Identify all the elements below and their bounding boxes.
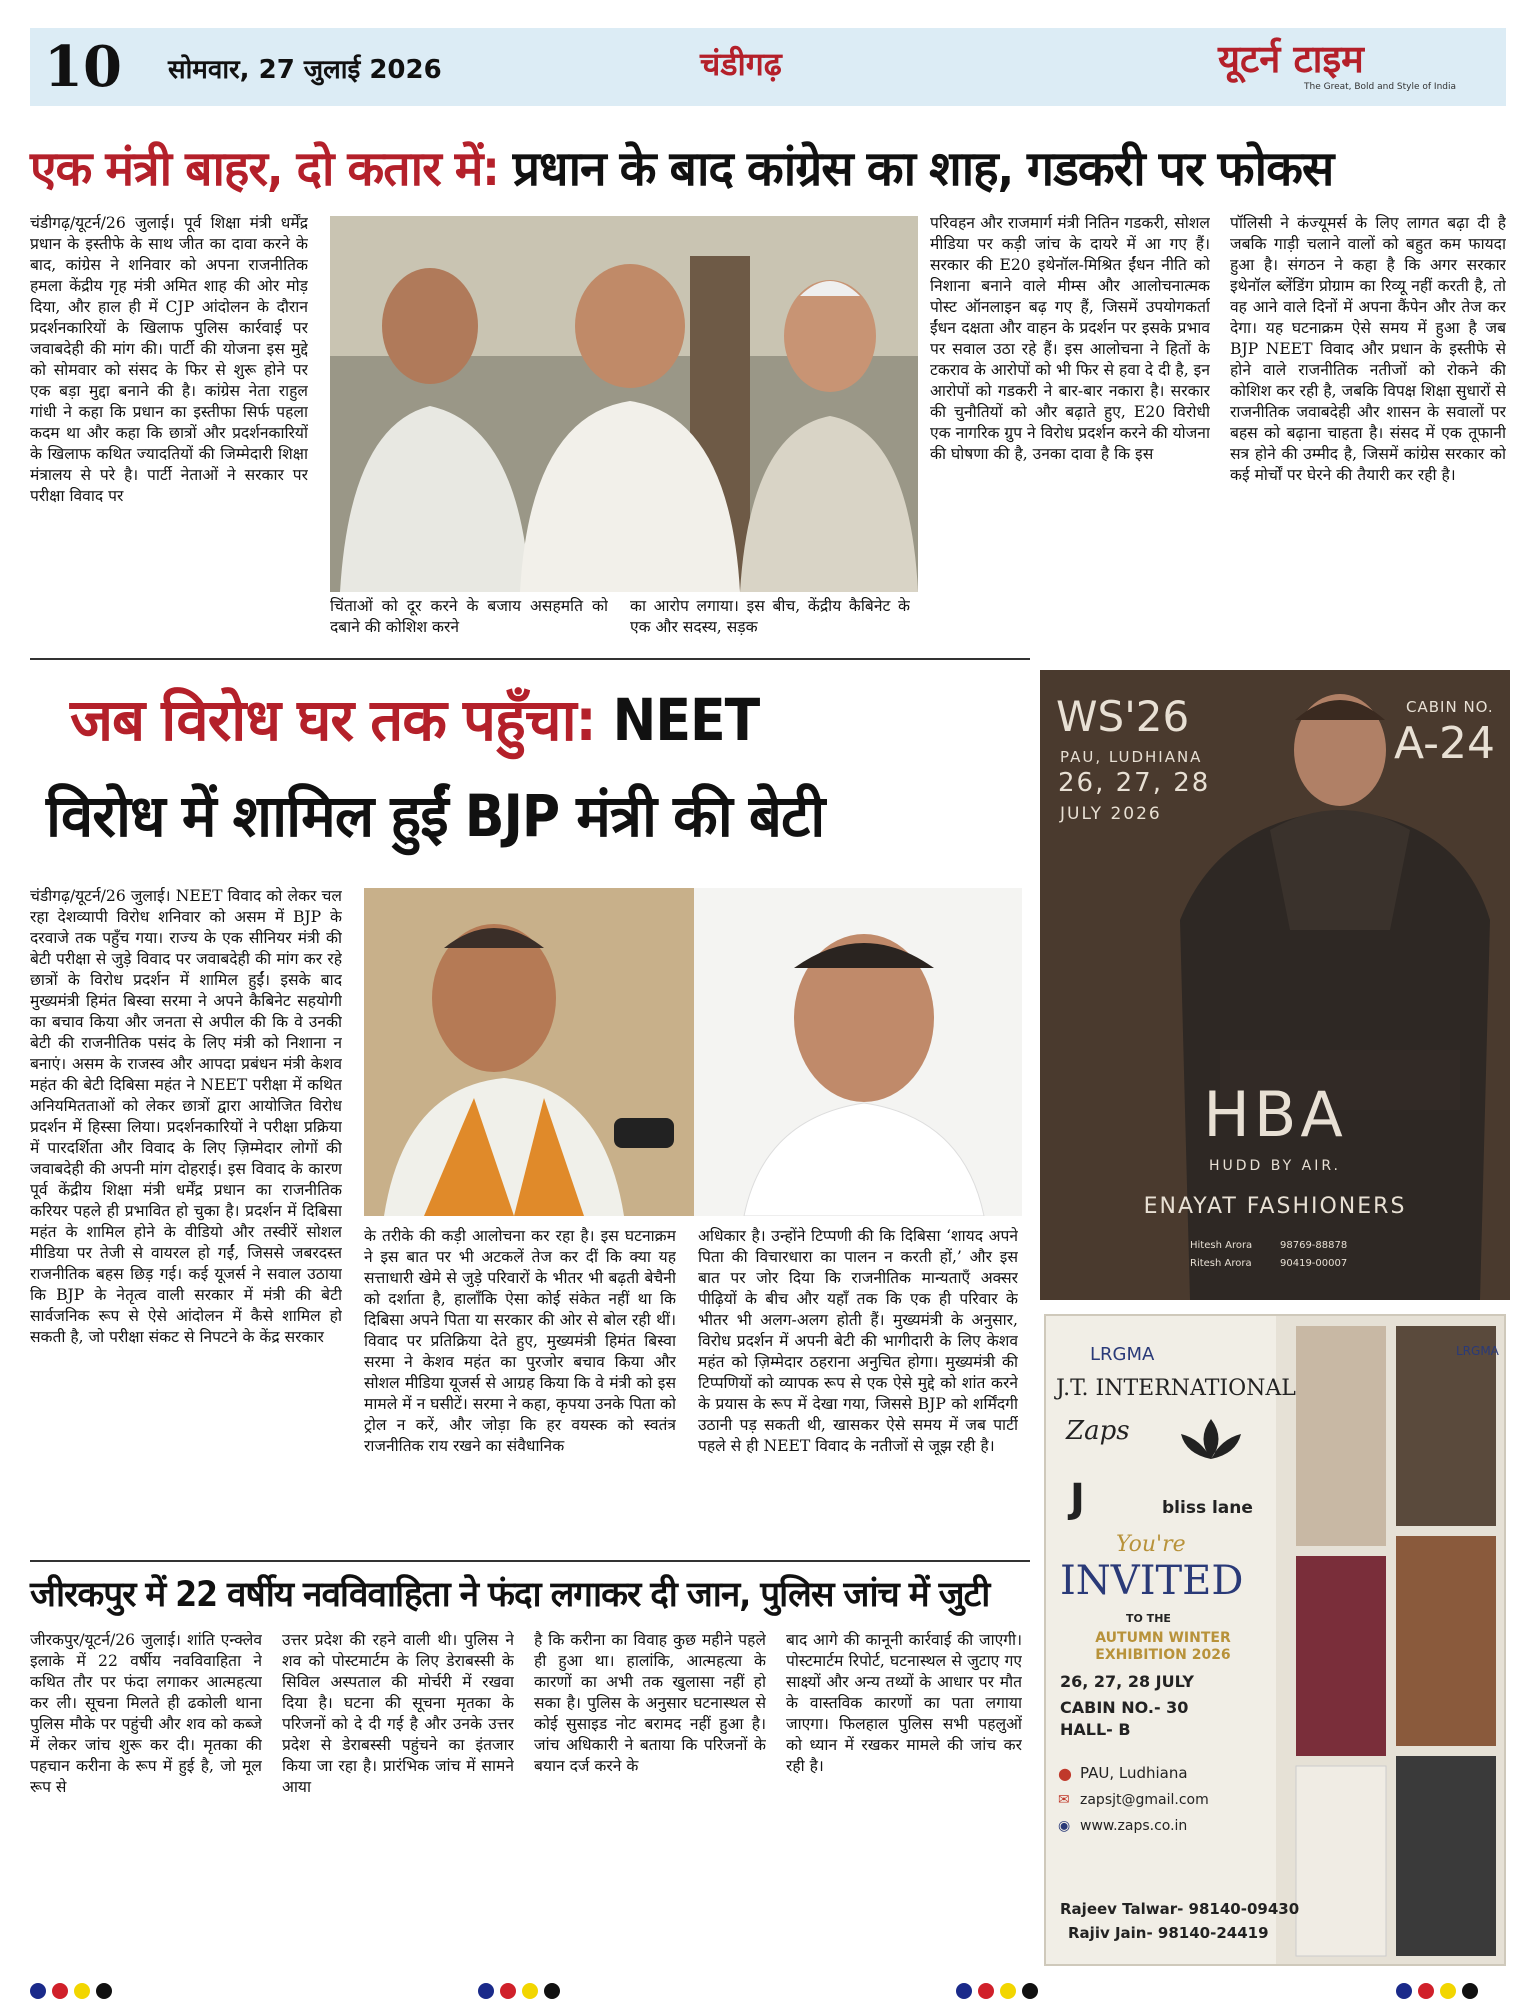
story2-column-2: के तरीके की कड़ी आलोचना कर रहा है। इस घटनाक्रम ने इस बात पर भी अटकलें तेज कर दीं कि क्या यह सत्ताधारी खेमे से जुड़े परिवारों के भीतर भी बढ़ती बेचैनी को दर्शाता है, हालाँकि ऐसा कोई संकेत नहीं था कि दिबिसा अपने पिता या सरकार की ओर से बोल रही थीं। विवाद पर प्रतिक्रिया देते हुए, मुख्यमंत्री हिमंत बिस्वा सरमा ने केशव महंत का पुरजोर बचाव किया और सोशल मीडिया यूजर्स से आग्रह किया कि वे मंत्री को इस मामले में न घसीटें। सरमा ने कहा, कृपया उनके पिता को ट्रोल न करें, और जोड़ा कि हर वयस्क को स्वतंत्र राजनीतिक राय रखने का संवैधानिक [364, 1227, 676, 1455]
reg-dot [1440, 1983, 1456, 1999]
story1-headline-red: एक मंत्री बाहर, दो कतार में: [30, 141, 499, 197]
reg-dot [522, 1983, 538, 1999]
fashion-ad [1040, 670, 1510, 1300]
story1-headline-black: प्रधान के बाद कांग्रेस का शाह, गडकरी पर फोकस [498, 141, 1334, 197]
ad2-brand-zaps: Zaps [1066, 1416, 1130, 1446]
ad1-contact1-phone: 98769-88878 [1280, 1240, 1348, 1251]
reg-dot [956, 1983, 972, 1999]
ad2-exhibition: AUTUMN WINTER EXHIBITION 2026 [1095, 1630, 1231, 1663]
ad2-logo-corner: LRGMA [1456, 1344, 1499, 1358]
email-icon: ✉ [1058, 1792, 1070, 1808]
ad1-company: ENAYAT FASHIONERS [1143, 1194, 1407, 1219]
politicians-photo-art [364, 888, 1022, 1216]
reg-dot [500, 1983, 516, 1999]
story2-headline-line2: विरोध में शामिल हुईं BJP मंत्री की बेटी [46, 782, 825, 850]
reg-dot [96, 1983, 112, 1999]
page-city: चंडीगढ़ [700, 45, 782, 83]
story1-column-1: चंडीगढ़/यूटर्न/26 जुलाई। पूर्व शिक्षा मंत्री धर्मेंद्र प्रधान के इस्तीफे के साथ जीत का दावा करने के बाद, कांग्रेस ने शनिवार को अपना राजनीतिक हमला केंद्रीय गृह मंत्री अमित शाह की ओर मोड़ दिया, और हाल ही में CJP आंदोलन के दौरान प्रदर्शनकारियों के खिलाफ पुलिस कार्रवाई पर जवाबदेही की मांग की। पार्टी की योजना इस मुद्दे को सोमवार को संसद के फिर से शुरू होने पर एक बड़ा मुद्दा बनाने की है। कांग्रेस नेता राहुल गांधी ने कहा कि प्रधान का इस्तीफा सिर्फ पहला कदम था और कहा कि छात्रों और प्रदर्शनकारियों के खिलाफ कथित ज्यादतियों की जिम्मेदारी शिक्षा मंत्रालय से परे है। पार्टी नेताओं ने सरकार पर परीक्षा विवाद पर [30, 214, 308, 505]
ad1-brand: HBA [1203, 1078, 1347, 1151]
reg-dot [1000, 1983, 1016, 1999]
globe-icon: ◉ [1058, 1818, 1071, 1834]
reg-dot [478, 1983, 494, 1999]
ad2-cabin: CABIN NO.- 30 [1060, 1698, 1189, 1717]
ad1-contact2-name: Ritesh Arora [1190, 1258, 1252, 1269]
page-number: 10 [44, 34, 122, 100]
ad1-contact1-name: Hitesh Arora [1190, 1240, 1253, 1251]
ad2-brand-bliss: bliss lane [1162, 1498, 1253, 1518]
story2-column-3: अधिकार है। उन्होंने टिप्पणी की कि दिबिसा ‘शायद अपने पिता की विचारधारा का पालन न करती हों,’ और इस बात पर जोर दिया कि राजनीतिक मान्यताएँ अक्सर पीढ़ियों के बीच और यहाँ तक कि एक ही परिवार के भीतर भी अलग-अलग होती हैं। मुख्यमंत्री के अनुसार, विरोध प्रदर्शन में अपनी बेटी की भागीदारी के लिए केशव महंत को ज़िम्मेदार ठहराना अनुचित होगा। मुख्यमंत्री की टिप्पणियों को व्यापक रूप से एक ऐसे मुद्दे को शांत करने के प्रयास के रूप में देखा गया, जिससे BJP को शर्मिंदगी उठानी पड़ सकती थी, खासकर ऐसे समय में जब पार्टी पहले से ही NEET विवाद के नतीजों से जूझ रही है। [698, 1227, 1018, 1455]
lotus-icon [1176, 1414, 1246, 1464]
section-divider-2 [30, 1560, 1030, 1562]
ad1-event: WS'26 [1056, 692, 1190, 741]
story2-headline-line1 [70, 684, 1030, 756]
reg-dot [978, 1983, 994, 1999]
ad1-contact2-phone: 90419-00007 [1280, 1258, 1348, 1269]
ad1-cabin-label: CABIN NO. [1406, 698, 1494, 716]
story3-column-1: जीरकपुर/यूटर्न/26 जुलाई। शांति एन्क्लेव इलाके में 22 वर्षीय नवविवाहिता ने कथित तौर पर फंदा लगाकर आत्महत्या कर ली। सूचना मिलते ही ढकोली थाना पुलिस मौके पर पहुंची और शव को कब्जे में लेकर जांच शुरू कर दी। मृतका की पहचान करीना के रूप में हुई है, जो मूल रूप से [30, 1631, 262, 1796]
story3-headline: जीरकपुर में 22 वर्षीय नवविवाहिता ने फंदा लगाकर दी जान, पुलिस जांच में जुटी [30, 1575, 990, 1615]
exhibition-ad [1044, 1314, 1506, 1966]
story3-column-2: उत्तर प्रदेश की रहने वाली थी। पुलिस ने शव को पोस्टमार्टम के लिए डेराबस्सी के सिविल अस्पताल की मोर्चरी में रखवा दिया है। घटना की सूचना मृतका के परिजनों को दे दी गई है और उनके उत्तर प्रदेश से डेराबस्सी पहुंचने का इंतजार किया जा रहा है। प्रारंभिक जांच में सामने आया [282, 1631, 514, 1796]
reg-dot [1418, 1983, 1434, 1999]
leaders-photo-art [330, 216, 918, 592]
section-divider [30, 658, 1030, 660]
story3-column-4: बाद आगे की कानूनी कार्रवाई की जाएगी। पोस्टमार्टम रिपोर्ट, घटनास्थल से जुटाए गए साक्ष्यों और अन्य तथ्यों के आधार पर मौत के वास्तविक कारणों का पता लगाया जाएगा। फिलहाल पुलिस सभी पहलुओं को ध्यान में रखकर मामले की जांच कर रही है। [786, 1631, 1022, 1775]
models-collage [1276, 1316, 1506, 1966]
registration-marks-4 [1396, 1983, 1478, 1999]
ad2-contact2: Rajiv Jain- 98140-24419 [1068, 1924, 1269, 1942]
masthead-title: यूटर्न टाइम [1218, 37, 1364, 81]
registration-marks-2 [478, 1983, 560, 1999]
story1-column-5: पॉलिसी ने कंज्यूमर्स के लिए लागत बढ़ा दी है जबकि गाड़ी चलाने वालों को बहुत कम फायदा हुआ है। संगठन ने कहा है कि अगर सरकार इथेनॉल ब्लेंडिंग प्रोग्राम का रिव्यू नहीं करती है, तो वह आने वाले दिनों में अपना कैंपेन और तेज कर देगा। यह घटनाक्रम ऐसे समय में हुआ है जब BJP NEET विवाद और प्रधान के इस्तीफे से होने वाले राजनीतिक नतीजों को रोकने की कोशिश कर रही है, जबकि विपक्ष शिक्षा सुधारों से राजनीतिक जवाबदेही और शासन के सवालों पर बहस को बढ़ाना चाहता है। संसद में एक तूफानी सत्र होने की उम्मीद है, जिसमें कांग्रेस सरकार को कई मोर्चों पर घेरने की तैयारी कर रही है। [1230, 214, 1506, 484]
story1-column-2: चिंताओं को दूर करने के बजाय असहमति को दबाने की कोशिश करने [330, 597, 608, 636]
ad2-email: zapsjt@gmail.com [1080, 1792, 1209, 1808]
leaders-photo [330, 216, 918, 592]
location-pin-icon: ● [1058, 1764, 1072, 1783]
story2-headline-black: NEET [595, 686, 760, 754]
masthead-logo [1218, 36, 1498, 98]
reg-dot [30, 1983, 46, 1999]
ad2-script: You're [1116, 1532, 1186, 1557]
registration-marks-3 [956, 1983, 1038, 1999]
reg-dot [1462, 1983, 1478, 1999]
masthead-tagline: The Great, Bold and Style of India [1304, 82, 1457, 92]
reg-dot [544, 1983, 560, 1999]
ad2-invited: INVITED [1060, 1558, 1244, 1604]
ad1-month: JULY 2026 [1060, 804, 1162, 824]
ad2-dates: 26, 27, 28 JULY [1060, 1672, 1194, 1691]
ad1-venue: PAU, LUDHIANA [1060, 748, 1203, 766]
reg-dot [74, 1983, 90, 1999]
registration-marks-1 [30, 1983, 112, 1999]
politicians-photo [364, 888, 1022, 1216]
story1-column-4: परिवहन और राजमार्ग मंत्री नितिन गडकरी, सोशल मीडिया पर कड़ी जांच के दायरे में आ गए हैं। सरकार की E20 इथेनॉल-मिश्रित ईंधन नीति को निशाना बनाने वाले मीम्स और आलोचनात्मक पोस्ट ऑनलाइन बढ़ गए हैं, जिसमें उपयोगकर्ता ईंधन दक्षता और वाहन के प्रदर्शन पर इसके प्रभाव पर सवाल उठा रहे हैं। इस आलोचना ने हितों के टकराव के आरोपों को भी फिर से हवा दे दी है, इन आरोपों को गडकरी ने बार-बार नकारा है। सरकार की चुनौतियों को और बढ़ाते हुए, E20 विरोधी एक नागरिक ग्रुप ने विरोध प्रदर्शन करने की योजना की घोषणा की है, उनका दावा है कि इस [930, 214, 1210, 463]
ad1-cabin: A-24 [1394, 718, 1495, 769]
reg-dot [1396, 1983, 1412, 1999]
ad2-website: www.zaps.co.in [1080, 1818, 1188, 1834]
ad2-to-the: TO THE [1126, 1612, 1171, 1625]
ad2-jt-mark: J [1070, 1476, 1085, 1522]
story3-column-3: है कि करीना का विवाह कुछ महीने पहले ही हुआ था। हालांकि, आत्महत्या के कारणों का अभी तक खुलासा नहीं हो सका है। पुलिस के अनुसार घटनास्थल से कोई सुसाइड नोट बरामद नहीं हुआ है। जांच अधिकारी ने बताया कि परिजनों के बयान दर्ज करने के [534, 1631, 766, 1775]
story2-headline-red: जब विरोध घर तक पहुँचा: [70, 686, 596, 754]
story1-column-3: का आरोप लगाया। इस बीच, केंद्रीय कैबिनेट के एक और सदस्य, सड़क [630, 597, 910, 636]
ad2-company: J.T. INTERNATIONAL [1056, 1376, 1296, 1401]
story2-column-1: चंडीगढ़/यूटर्न/26 जुलाई। NEET विवाद को लेकर चल रहा देशव्यापी विरोध शनिवार को असम में BJP के दरवाजे तक पहुँच गया। राज्य के एक सीनियर मंत्री की बेटी परीक्षा से जुड़े विवाद पर जवाबदेही की मांग कर रहे छात्रों के विरोध प्रदर्शन में शामिल हुईं। इसके बाद मुख्यमंत्री हिमंत बिस्वा सरमा ने अपने कैबिनेट सहयोगी का बचाव किया और जनता से अपील की कि वे उनकी बेटी की राजनीतिक पसंद के लिए मंत्री को निशाना न बनाएं। असम के राजस्व और आपदा प्रबंधन मंत्री केशव महंत की बेटी दिबिसा महंत ने NEET परीक्षा में कथित अनियमितताओं को लेकर छात्रों द्वारा आयोजित विरोध प्रदर्शन में हिस्सा लिया। प्रदर्शनकारियों ने परीक्षा प्रक्रिया में पारदर्शिता और विवाद के लिए ज़िम्मेदार लोगों की जवाबदेही की अपनी मांग दोहराई। इस विवाद के कारण पूर्व केंद्रीय शिक्षा मंत्री धर्मेंद्र प्रधान का राजनीतिक करियर पहले ही प्रभावित हो चुका है। प्रदर्शन में दिबिसा महंत के शामिल होने के वीडियो और तस्वीरें सोशल मीडिया पर तेजी से वायरल हो गईं, जिससे जबरदस्त राजनीतिक बहस छिड़ गई। कई यूजर्स ने सवाल उठाया कि BJP के नेतृत्व वाली सरकार में मंत्री की बेटी सार्वजनिक रूप से ऐसे आंदोलन में कैसे शामिल हो सकती है, जो परीक्षा संकट से निपटने के केंद्र सरकार [30, 887, 342, 1346]
ad2-location: PAU, Ludhiana [1080, 1764, 1188, 1782]
reg-dot [1022, 1983, 1038, 1999]
reg-dot [52, 1983, 68, 1999]
page-date: सोमवार, 27 जुलाई 2026 [168, 55, 442, 85]
story1-headline [30, 138, 1506, 200]
ad2-contact1: Rajeev Talwar- 98140-09430 [1060, 1900, 1300, 1918]
ad2-logo: LRGMA [1090, 1344, 1155, 1365]
ad2-hall: HALL- B [1060, 1720, 1131, 1739]
ad1-brand-sub: HUDD BY AIR. [1208, 1158, 1341, 1174]
ad1-dates: 26, 27, 28 [1058, 768, 1211, 798]
